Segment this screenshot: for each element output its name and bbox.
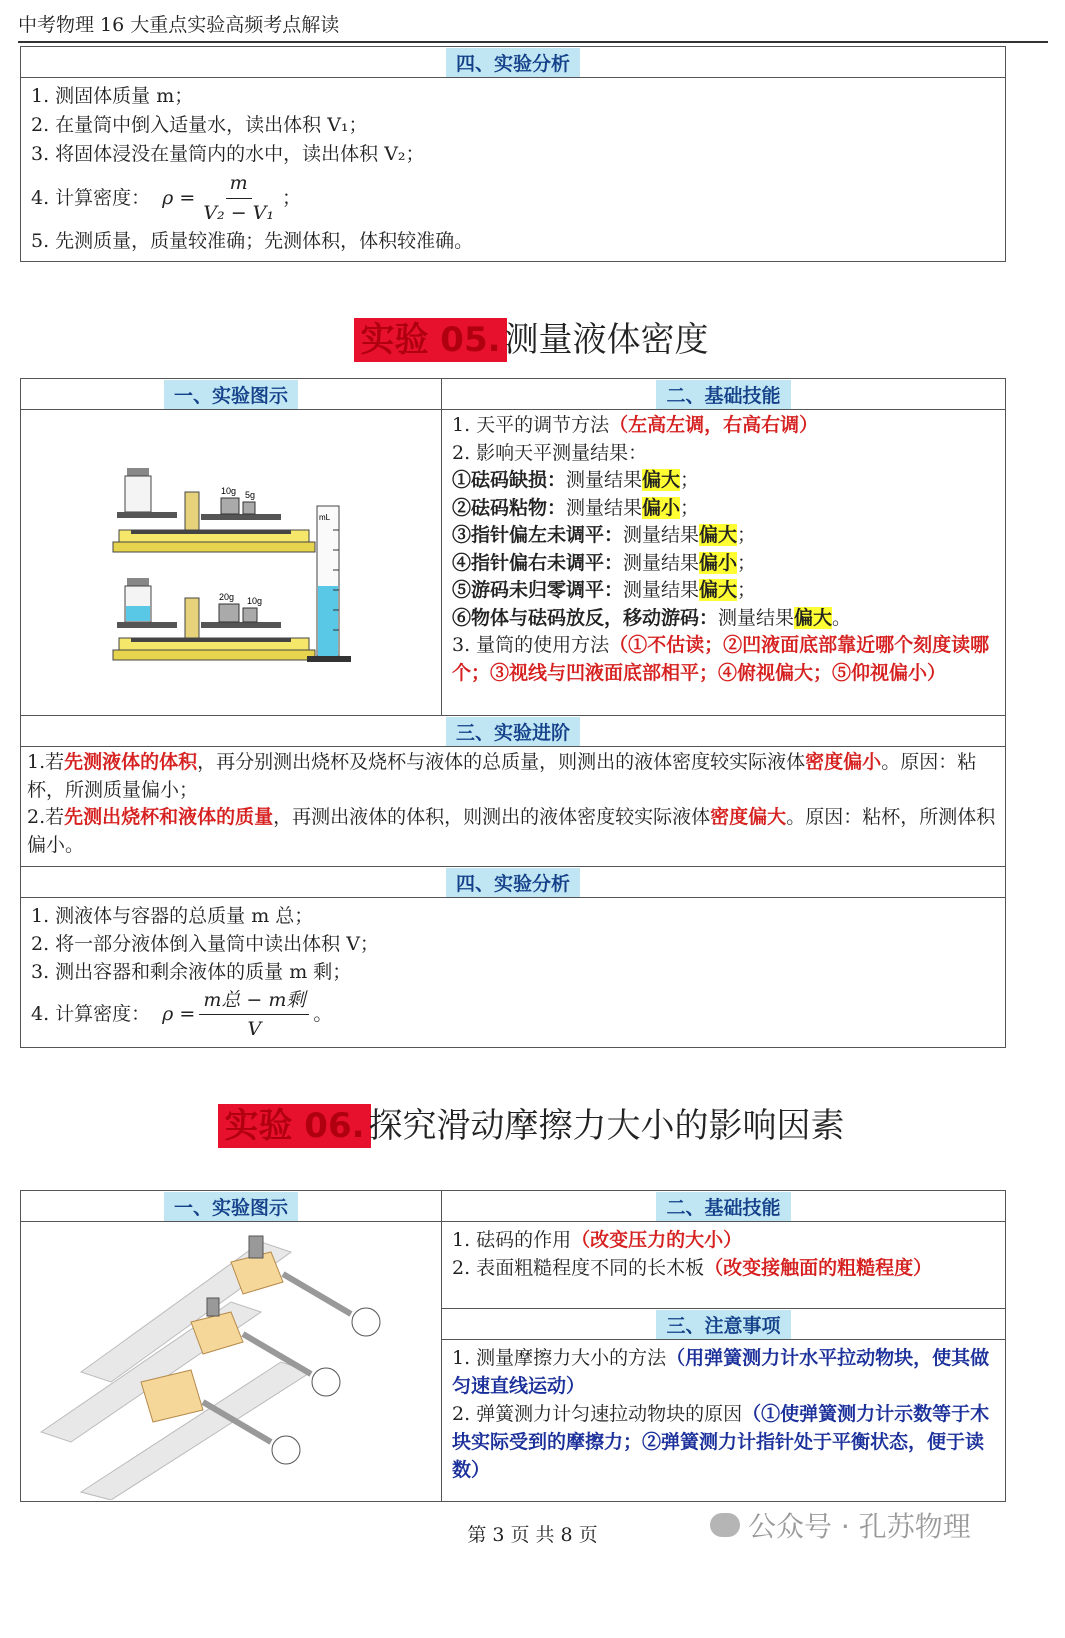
exp06-note-1: 1. 测量摩擦力大小的方法（用弹簧测力计水平拉动物块，使其做匀速直线运动） bbox=[452, 1347, 990, 1397]
formula-numerator: m bbox=[226, 169, 252, 199]
ana-formula: 4. 计算密度： ρ = $\frac{\text{m总 − m剩}}{V}$ 。 bbox=[31, 986, 995, 1042]
exp06-title-text: 探究滑动摩擦力大小的影响因素 bbox=[368, 1106, 845, 1146]
exp06-skill-1: 1. 砝码的作用（改变压力的大小） bbox=[452, 1229, 743, 1251]
adv-paragraph-2: 2.若先测出烧杯和液体的质量，再测出液体的体积，则测出的液体密度较实际液体密度偏大。原因：粘杯，所测体积偏小。 bbox=[27, 806, 996, 856]
exp05-col2-header bbox=[442, 379, 1005, 410]
ana-fraction: $\frac{\text{m总 − m剩}}{V}$ bbox=[199, 986, 309, 1043]
watermark-text: 公众号 · 孔苏物理 bbox=[748, 1510, 971, 1543]
cylinder-unit-label: mL bbox=[319, 513, 331, 522]
exp06-col2-header bbox=[442, 1191, 1005, 1222]
exp06-title bbox=[0, 1098, 1065, 1147]
formula-fraction bbox=[199, 169, 278, 228]
top-analysis-box bbox=[20, 46, 1006, 262]
weight-20g-label: 20g bbox=[219, 592, 235, 602]
top-analysis-title: 四、实验分析 bbox=[446, 48, 580, 77]
page-header: 中考物理 16 大重点实验高频考点解读 bbox=[18, 10, 1048, 43]
adv-paragraph-1: 1.若先测液体的体积，再分别测出烧杯及烧杯与液体的总质量，则测出的液体密度较实际液体密度偏小。原因：粘杯，所测质量偏小； bbox=[27, 751, 977, 801]
exp05-adv-title: 三、实验进阶 bbox=[446, 717, 580, 746]
balance-illustration bbox=[21, 410, 441, 710]
friction-illustration bbox=[21, 1222, 441, 1500]
top-line-2: 2. 在量筒中倒入适量水，读出体积 V₁； bbox=[31, 114, 368, 136]
exp05-advanced-box bbox=[20, 715, 1006, 867]
exp06-skill-2: 2. 表面粗糙程度不同的长木板（改变接触面的粗糙程度） bbox=[452, 1257, 933, 1279]
exp05-box bbox=[20, 378, 1006, 716]
skill-item-6: ⑥物体与砝码放反，移动游码：测量结果偏大。 bbox=[452, 606, 852, 629]
exp06-box bbox=[20, 1190, 1006, 1502]
skill-item-2: ②砝码粘物：测量结果偏小； bbox=[452, 496, 700, 519]
skill-item-5: ⑤游码未归零调平：测量结果偏大； bbox=[452, 579, 757, 601]
weight-5g-label: 5g bbox=[245, 490, 256, 500]
exp05-title-text: 测量液体密度 bbox=[504, 320, 709, 360]
exp05-adv-header bbox=[21, 716, 1005, 747]
top-formula bbox=[31, 169, 995, 227]
watermark bbox=[710, 1505, 971, 1545]
exp05-ana-title: 四、实验分析 bbox=[446, 868, 580, 897]
exp06-note-title: 三、注意事项 bbox=[656, 1310, 790, 1339]
exp06-col2-title: 二、基础技能 bbox=[656, 1192, 790, 1221]
exp05-col1-title: 一、实验图示 bbox=[164, 380, 298, 409]
exp06-note-2: 2. 弹簧测力计匀速拉动物块的原因（①使弹簧测力计示数等于木块实际受到的摩擦力；②弹簧测力计指针处于平衡状态，便于读数） bbox=[452, 1403, 990, 1481]
balance-top bbox=[113, 468, 315, 552]
exp05-analysis-box bbox=[20, 866, 1006, 1048]
ana-line-1: 1. 测液体与容器的总质量 m 总； bbox=[31, 905, 314, 927]
skill-line-2: 2. 影响天平测量结果： bbox=[452, 441, 648, 464]
skill-line-3: 3. 量筒的使用方法（①不估读；②凹液面底部靠近哪个刻度读哪个；③视线与凹液面底部相平；④俯视偏大；⑤仰视偏小） bbox=[452, 634, 990, 684]
exp06-col1-title: 一、实验图示 bbox=[164, 1192, 298, 1221]
graduated-cylinder bbox=[307, 506, 351, 662]
top-line-1: 1. 测固体质量 m； bbox=[31, 85, 194, 107]
skill-item-3: ③指针偏左未调平：测量结果偏大； bbox=[452, 524, 757, 546]
weight-10g-label: 10g bbox=[221, 486, 237, 496]
exp06-note-header bbox=[442, 1308, 1005, 1340]
ana-line-3: 3. 测出容器和剩余液体的质量 m 剩； bbox=[31, 961, 352, 983]
top-line-5: 5. 先测质量，质量较准确；先测体积，体积较准确。 bbox=[31, 230, 474, 252]
skill-item-1: ①砝码缺损：测量结果偏大； bbox=[452, 469, 700, 491]
formula-suffix: ； bbox=[282, 186, 302, 209]
exp05-ana-header bbox=[21, 867, 1005, 898]
formula-prefix: 4. 计算密度： bbox=[31, 186, 151, 209]
balance-bottom bbox=[113, 578, 315, 660]
exp05-title bbox=[0, 312, 1065, 361]
wechat-icon bbox=[710, 1513, 740, 1537]
exp05-col2-title: 二、基础技能 bbox=[656, 380, 790, 409]
exp05-badge: 实验 05. bbox=[356, 320, 504, 360]
top-analysis-header bbox=[21, 47, 1005, 78]
exp05-skills bbox=[442, 410, 1005, 689]
top-line-3: 3. 将固体浸没在量筒内的水中，读出体积 V₂； bbox=[31, 143, 425, 165]
formula-rho: ρ = bbox=[162, 186, 196, 209]
weight-10g-label-2: 10g bbox=[247, 596, 263, 606]
exp05-col1-header bbox=[21, 379, 441, 410]
exp06-badge: 实验 06. bbox=[220, 1106, 368, 1146]
page-footer: 第 3 页 共 8 页 bbox=[467, 1524, 598, 1546]
formula-denominator: V₂ − V₁ bbox=[203, 201, 274, 224]
skill-line-1: 1. 天平的调节方法（左高左调，右高右调） bbox=[452, 414, 819, 436]
exp06-col1-header bbox=[21, 1191, 441, 1222]
skill-item-4: ④指针偏右未调平：测量结果偏小； bbox=[452, 551, 757, 574]
ana-line-2: 2. 将一部分液体倒入量筒中读出体积 V； bbox=[31, 933, 379, 955]
